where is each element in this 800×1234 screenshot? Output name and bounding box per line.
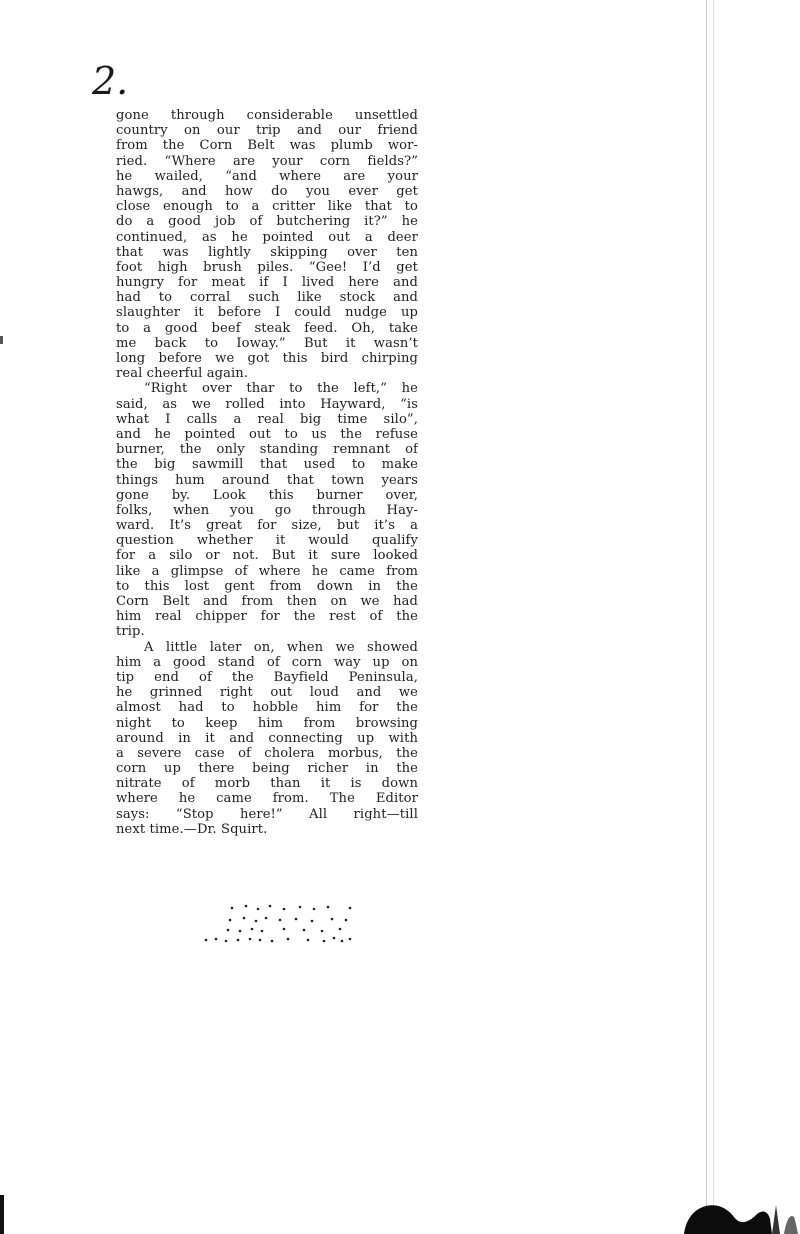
text-line: real cheerful again. [116,366,249,382]
text-line: to a good beef steak feed. Oh, take [116,320,418,336]
text-line: where he came from. The Editor [116,791,418,807]
right-edge-binding [704,0,800,1234]
text-line: from the Corn Belt was plumb wor- [116,138,418,154]
text-line: close enough to a critter like that to [116,199,418,215]
text-line: hawgs, and how do you ever get [116,183,418,199]
text-line: A little later on, when we showed [144,639,418,655]
text-line: a severe case of cholera morbus, the [116,745,418,761]
text-line: country on our trip and our friend [116,123,418,139]
text-line: him a good stand of corn way up on [116,654,418,670]
text-line: like a glimpse of where he came from [116,563,418,579]
left-edge-mark [0,1195,4,1234]
text-line: me back to Ioway.” But it wasn’t [116,335,418,351]
text-line: burner, the only standing remnant of [116,442,418,458]
text-line: things hum around that town years [116,472,418,488]
text-line: “Right over thar to the left,” he [144,381,418,397]
text-line: trip. [116,624,145,640]
text-line: tip end of the Bayfield Peninsula, [116,669,418,685]
text-line: nitrate of morb than it is down [116,776,418,792]
small-margin-mark [0,336,3,344]
text-line: hungry for meat if I lived here and [116,275,418,291]
text-line: said, as we rolled into Hayward, “is [116,396,418,412]
text-line: almost had to hobble him for the [116,700,418,716]
text-line: ward. It’s great for size, but it’s a [116,518,418,534]
text-line: next time.—Dr. Squirt. [116,821,268,837]
text-line: ried. “Where are your corn fields?” [116,153,418,169]
text-line: what I calls a real big time silo”, [116,411,418,427]
text-line: corn up there being richer in the [116,761,418,777]
text-line: he wailed, “and where are your [116,168,418,184]
text-line: he grinned right out loud and we [116,685,418,701]
text-line: gone through considerable unsettled [116,108,418,123]
dotted-ornament [200,900,360,950]
text-line: and he pointed out to us the refuse [116,426,418,442]
article-body [116,108,418,837]
text-line: to this lost gent from down in the [116,578,418,594]
text-line: gone by. Look this burner over, [116,487,418,503]
text-line: says: “Stop here!” All right—till [116,806,418,822]
text-line: question whether it would qualify [116,533,418,549]
text-line: night to keep him from browsing [116,715,418,731]
text-line: Corn Belt and from then on we had [116,594,418,609]
text-line: long before we got this bird chirping [116,351,418,366]
text-line: had to corral such like stock and [116,290,418,306]
text-line: continued, as he pointed out a deer [116,229,418,245]
text-line: do a good job of butchering it?” he [116,214,418,230]
text-line: him real chipper for the rest of the [116,609,418,625]
text-line: the big sawmill that used to make [116,457,418,473]
page-number: 2. [92,59,129,103]
text-line: that was lightly skipping over ten [116,244,418,260]
text-line: foot high brush piles. “Gee! I’d get [116,259,418,275]
corner-ink-blot [676,1195,800,1234]
text-line: around in it and connecting up with [116,730,418,746]
text-line: slaughter it before I could nudge up [116,305,418,321]
text-line: folks, when you go through Hay- [116,502,418,518]
text-line: for a silo or not. But it sure looked [116,548,418,564]
